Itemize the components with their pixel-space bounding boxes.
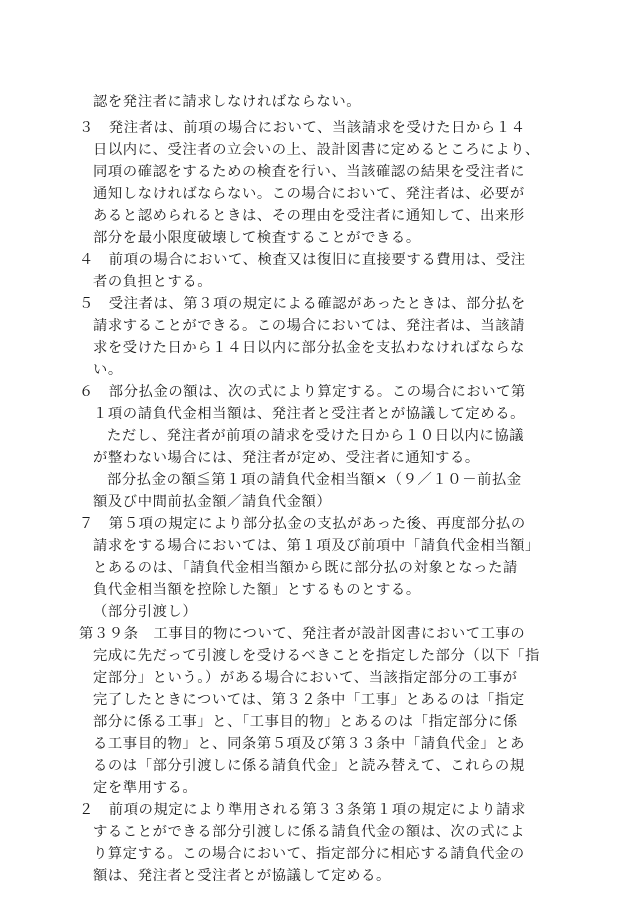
text-line: 額は、発注者と受注者とが協議して定める。: [93, 868, 391, 884]
text-line: 者の負担とする。: [93, 274, 213, 290]
text-line: 額及び中間前払金額／請負代金額）: [93, 494, 332, 510]
text-line: 求を受けた日から１４日以内に部分払金を支払わなければならな: [93, 340, 526, 356]
text-line: 請求をする場合においては、第１項及び前項中「請負代金相当額」: [93, 538, 540, 554]
text-line: 部分払金の額≦第１項の請負代金相当額×（９／１０－前払金: [107, 472, 522, 488]
text-line: 部分に係る工事」と、「工事目的物」とあるのは「指定部分に係: [93, 714, 518, 730]
text-line: 完了したときについては、第３２条中「工事」とあるのは「指定: [93, 692, 525, 708]
text-line: る工事目的物」と、同条第５項及び第３３条中「請負代金」とあ: [93, 736, 526, 752]
text-line: ２ 前項の規定により準用される第３３条第１項の規定により請求: [79, 802, 526, 818]
text-line: るのは「部分引渡しに係る請負代金」と読み替えて、これらの規: [93, 758, 525, 774]
section-heading: （部分引渡し）: [93, 604, 198, 620]
text-line: とあるのは、「請負代金相当額から既に部分払の対象となった請: [93, 560, 518, 576]
text-line: することができる部分引渡しに係る請負代金の額は、次の式によ: [93, 824, 526, 840]
text-line: 日以内に、受注者の立会いの上、設計図書に定めるところにより、: [93, 142, 540, 158]
text-line: 負代金相当額を控除した額」とするものとする。: [93, 582, 421, 598]
text-line: ７ 第５項の規定により部分払金の支払があった後、再度部分払の: [79, 516, 526, 532]
text-line: ４ 前項の場合において、検査又は復旧に直接要する費用は、受注: [79, 252, 526, 268]
text-line: り算定する。この場合において、指定部分に相応する請負代金の: [93, 846, 525, 862]
text-line: あると認められるときは、その理由を受注者に通知して、出来形: [93, 208, 525, 224]
text-line: 定を準用する。: [93, 780, 198, 796]
text-line: ５ 受注者は、第３項の規定による確認があったときは、部分払を: [79, 296, 526, 312]
text-line: 第３９条 工事目的物について、発注者が設計図書において工事の: [79, 626, 526, 642]
text-line: い。: [93, 362, 123, 378]
text-line: ６ 部分払金の額は、次の式により算定する。この場合において第: [79, 384, 526, 400]
text-line: ３ 発注者は、前項の場合において、当該請求を受けた日から１４: [79, 120, 526, 136]
text-line: が整わない場合には、発注者が定め、受注者に通知する。: [93, 450, 480, 466]
text-line: 認を発注者に請求しなければならない。: [93, 94, 362, 110]
text-line: 請求することができる。この場合においては、発注者は、当該請: [93, 318, 526, 334]
text-line: 定部分」という。）がある場合において、当該指定部分の工事が: [93, 670, 518, 686]
text-line: 部分を最小限度破壊して検査することができる。: [93, 230, 421, 246]
text-line: 同項の確認をするための検査を行い、当該確認の結果を受注者に: [93, 164, 526, 180]
text-line: 完成に先だって引渡しを受けるべきことを指定した部分（以下「指: [93, 648, 540, 664]
text-line: １項の請負代金相当額は、発注者と受注者とが協議して定める。: [93, 406, 526, 422]
text-line: ただし、発注者が前項の請求を受けた日から１０日以内に協議: [107, 428, 525, 444]
text-line: 通知しなければならない。この場合において、発注者は、必要が: [93, 186, 525, 202]
